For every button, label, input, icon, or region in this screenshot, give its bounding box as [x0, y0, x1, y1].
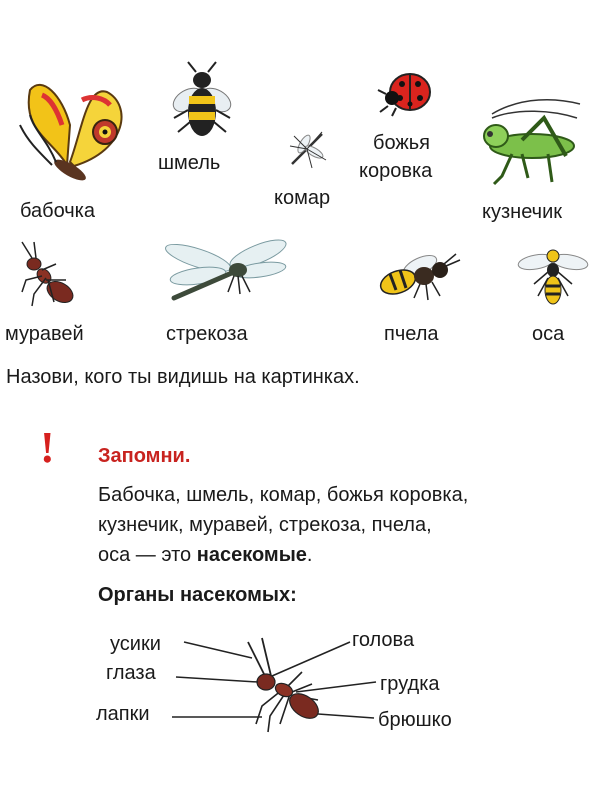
mosquito-label: комар — [274, 187, 331, 209]
label-legs: лапки — [96, 703, 150, 725]
exclamation-icon: ! — [40, 423, 55, 472]
remember-title: Запомни. — [98, 445, 191, 467]
wasp-label: оса — [532, 323, 565, 345]
wasp-icon — [516, 244, 590, 310]
ladybug-icon — [376, 66, 438, 118]
organs-title: Органы насекомых: — [98, 584, 297, 606]
label-abdomen: брюшко — [378, 709, 452, 731]
label-head: голова — [352, 629, 415, 651]
bumblebee-label: шмель — [158, 152, 221, 174]
butterfly-label: бабочка — [20, 200, 95, 222]
dragonfly-icon — [158, 236, 298, 308]
label-antennae: усики — [110, 633, 161, 655]
bumblebee-icon — [166, 60, 238, 150]
butterfly-icon — [12, 70, 132, 190]
remember-line-1: Бабочка, шмель, комар, божья коровка, — [98, 484, 469, 506]
ant-label: муравей — [5, 323, 84, 345]
remember-line-2: кузнечик, муравей, стрекоза, пчела, — [98, 514, 432, 536]
mosquito-icon — [282, 124, 332, 174]
remember-line-3-start: оса — это — [98, 544, 197, 566]
label-eyes: глаза — [106, 662, 156, 684]
ladybug-label-line2: коровка — [359, 160, 433, 182]
insects-term: насекомые — [196, 544, 307, 566]
prompt-text: Назови, кого ты видишь на картинках. — [6, 366, 360, 388]
grasshopper-label: кузнечик — [482, 201, 562, 223]
remember-line-3 — [98, 540, 578, 570]
dragonfly-label: стрекоза — [166, 323, 248, 345]
remember-line-3-end: . — [306, 544, 313, 566]
bee-icon — [370, 248, 462, 304]
ant-icon — [16, 240, 78, 310]
ladybug-label-line1: божья — [373, 132, 430, 154]
grasshopper-icon — [462, 96, 582, 192]
bee-label: пчела — [384, 323, 439, 345]
label-thorax: грудка — [380, 673, 440, 695]
ant-diagram — [0, 620, 594, 750]
remember-body — [98, 480, 578, 570]
